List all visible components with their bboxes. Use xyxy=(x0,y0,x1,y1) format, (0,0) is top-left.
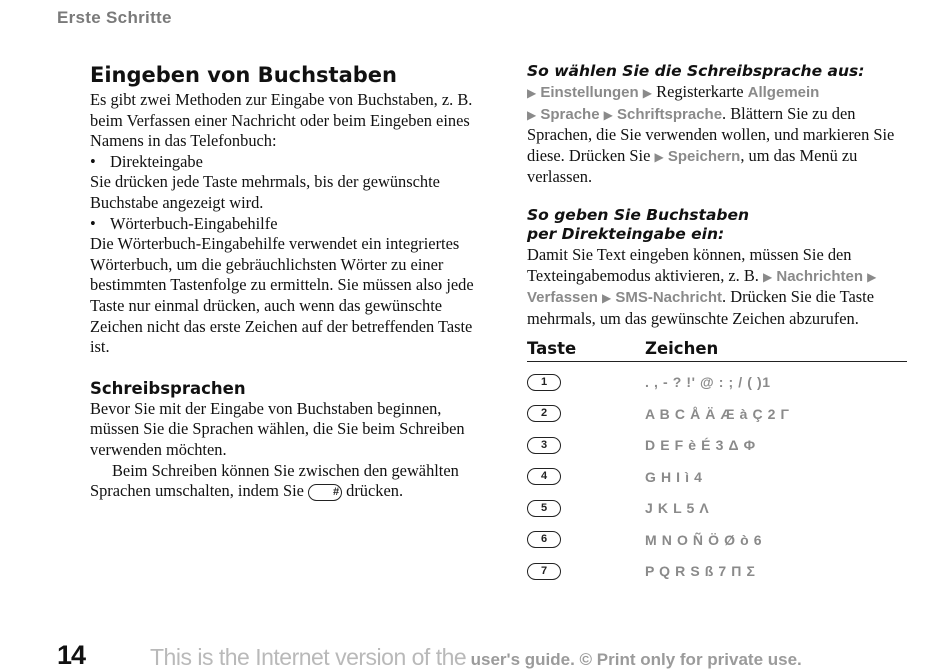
bullet-direct-label: Direkteingabe xyxy=(110,151,203,171)
column-header-key: Taste xyxy=(527,339,645,362)
bullet-direct xyxy=(90,152,475,173)
key-4-chars: G H I ì 4 xyxy=(645,468,703,485)
key-5-chars: J K L 5 Λ xyxy=(645,500,710,517)
text-exit: , um das Menü zu verlassen. xyxy=(527,145,858,187)
menu-arrow-icon: ▶ xyxy=(867,269,877,284)
menu-general: Allgemein xyxy=(747,84,820,101)
heading-direct-input xyxy=(527,206,907,244)
key-character-table xyxy=(527,339,907,587)
menu-compose: Verfassen xyxy=(527,289,598,307)
table-row xyxy=(527,492,907,524)
footer-notice xyxy=(150,644,802,671)
bullet-dictionary-label: Wörterbuch-Eingabehilfe xyxy=(110,213,278,233)
table-row xyxy=(527,524,907,556)
heading-select-language: So wählen Sie die Schreibsprache aus: xyxy=(527,62,865,80)
bullet-dot-icon: • xyxy=(90,213,96,233)
subheading-languages: Schreibsprachen xyxy=(90,378,246,398)
menu-arrow-icon: ▶ xyxy=(642,86,653,100)
menu-arrow-icon: ▶ xyxy=(527,107,537,122)
menu-sms: SMS-Nachricht xyxy=(615,289,723,307)
footer-notice-thin: This is the Internet version of the xyxy=(150,644,467,670)
table-row xyxy=(527,555,907,587)
right-column xyxy=(527,62,907,587)
bullet-dictionary-text: Die Wörterbuch-Eingabehilfe verwendet ein integriertes Wörterbuch, um die gebräuchlichsten Wörter zu einer bestimmten Tastenfolge zu ermitteln. Sie müssen also jede Taste nur einmal drücken, auch wenn das gewünschte Zeichen nicht das erste Zeichen auf der betreffenden Taste ist. xyxy=(90,234,474,357)
page-title: Eingeben von Buchstaben xyxy=(90,63,397,87)
table-header-row xyxy=(527,339,907,362)
key-1-chars: . , - ? !' @ : ; / ( )1 xyxy=(645,374,771,391)
key-3-icon: 3 xyxy=(527,437,561,454)
text-press: . Drücken Sie die Taste mehrmals, um das gewünschte Zeichen abzurufen. xyxy=(527,287,874,328)
heading-direct-input-line1: So geben Sie Buchstaben xyxy=(527,205,750,224)
key-7-icon: 7 xyxy=(527,563,561,580)
menu-writing-language: Schriftsprache xyxy=(617,105,723,123)
key-2-icon: 2 xyxy=(527,405,561,422)
menu-arrow-icon: ▶ xyxy=(654,149,664,164)
menu-save: Speichern xyxy=(667,147,741,165)
key-7-chars: P Q R S ß 7 Π Σ xyxy=(645,563,756,580)
bullet-dictionary xyxy=(90,214,475,235)
switch-paragraph xyxy=(90,461,475,502)
key-4-icon: 4 xyxy=(527,468,561,485)
direct-input-paragraph xyxy=(527,245,907,329)
switch-text-b: drücken. xyxy=(346,481,404,501)
table-row xyxy=(527,461,907,493)
key-6-icon: 6 xyxy=(527,531,561,548)
footer-notice-bold: user's guide. © Print only for private use. xyxy=(470,650,802,669)
key-2-chars: A B C Å Ä Æ à Ç 2 Γ xyxy=(645,405,790,422)
column-header-chars: Zeichen xyxy=(645,339,907,362)
menu-arrow-icon: ▶ xyxy=(603,107,613,122)
key-1-icon: 1 xyxy=(527,374,561,391)
intro-paragraph: Es gibt zwei Methoden zur Eingabe von Buchstaben, z. B. beim Verfassen einer Nachricht oder beim Eingeben eines Namens in das Telefonbuch: xyxy=(90,90,473,151)
key-6-chars: M N O Ñ Ö Ø ò 6 xyxy=(645,531,763,548)
menu-arrow-icon: ▶ xyxy=(602,291,612,306)
section-header: Erste Schritte xyxy=(57,8,172,27)
hash-key-icon: # xyxy=(308,484,342,501)
menu-messages: Nachrichten xyxy=(776,267,864,285)
menu-arrow-icon: ▶ xyxy=(763,269,773,284)
text-scroll: . Blättern Sie zu den Sprachen, die Sie verwenden wollen, und markieren Sie diese. Drücken Sie xyxy=(527,103,895,165)
table-row xyxy=(527,398,907,430)
left-column xyxy=(90,62,475,502)
key-5-icon: 5 xyxy=(527,500,561,517)
bullet-dot-icon: • xyxy=(90,151,96,171)
menu-language: Sprache xyxy=(540,105,600,123)
heading-direct-input-line2: per Direkteingabe ein: xyxy=(527,224,725,243)
select-language-paragraph xyxy=(527,82,907,188)
bullet-direct-text: Sie drücken jede Taste mehrmals, bis der gewünschte Buchstabe angezeigt wird. xyxy=(90,172,440,212)
menu-arrow-icon: ▶ xyxy=(527,86,537,100)
switch-text-a: Beim Schreiben können Sie zwischen den gewählten Sprachen umschalten, indem Sie xyxy=(90,460,459,501)
page-number: 14 xyxy=(57,640,86,670)
key-3-chars: D E F è É 3 Δ Φ xyxy=(645,437,756,454)
menu-settings: Einstellungen xyxy=(540,84,639,101)
table-row xyxy=(527,362,907,398)
languages-paragraph: Bevor Sie mit der Eingabe von Buchstaben beginnen, müssen Sie die Sprachen wählen, die Sie beim Schreiben verwenden möchten. xyxy=(90,398,465,459)
table-row xyxy=(527,429,907,461)
text-activate: Damit Sie Text eingeben können, müssen Sie den Texteingabemodus aktivieren, z. B. xyxy=(527,244,852,285)
text-tab: Registerkarte xyxy=(656,82,744,101)
